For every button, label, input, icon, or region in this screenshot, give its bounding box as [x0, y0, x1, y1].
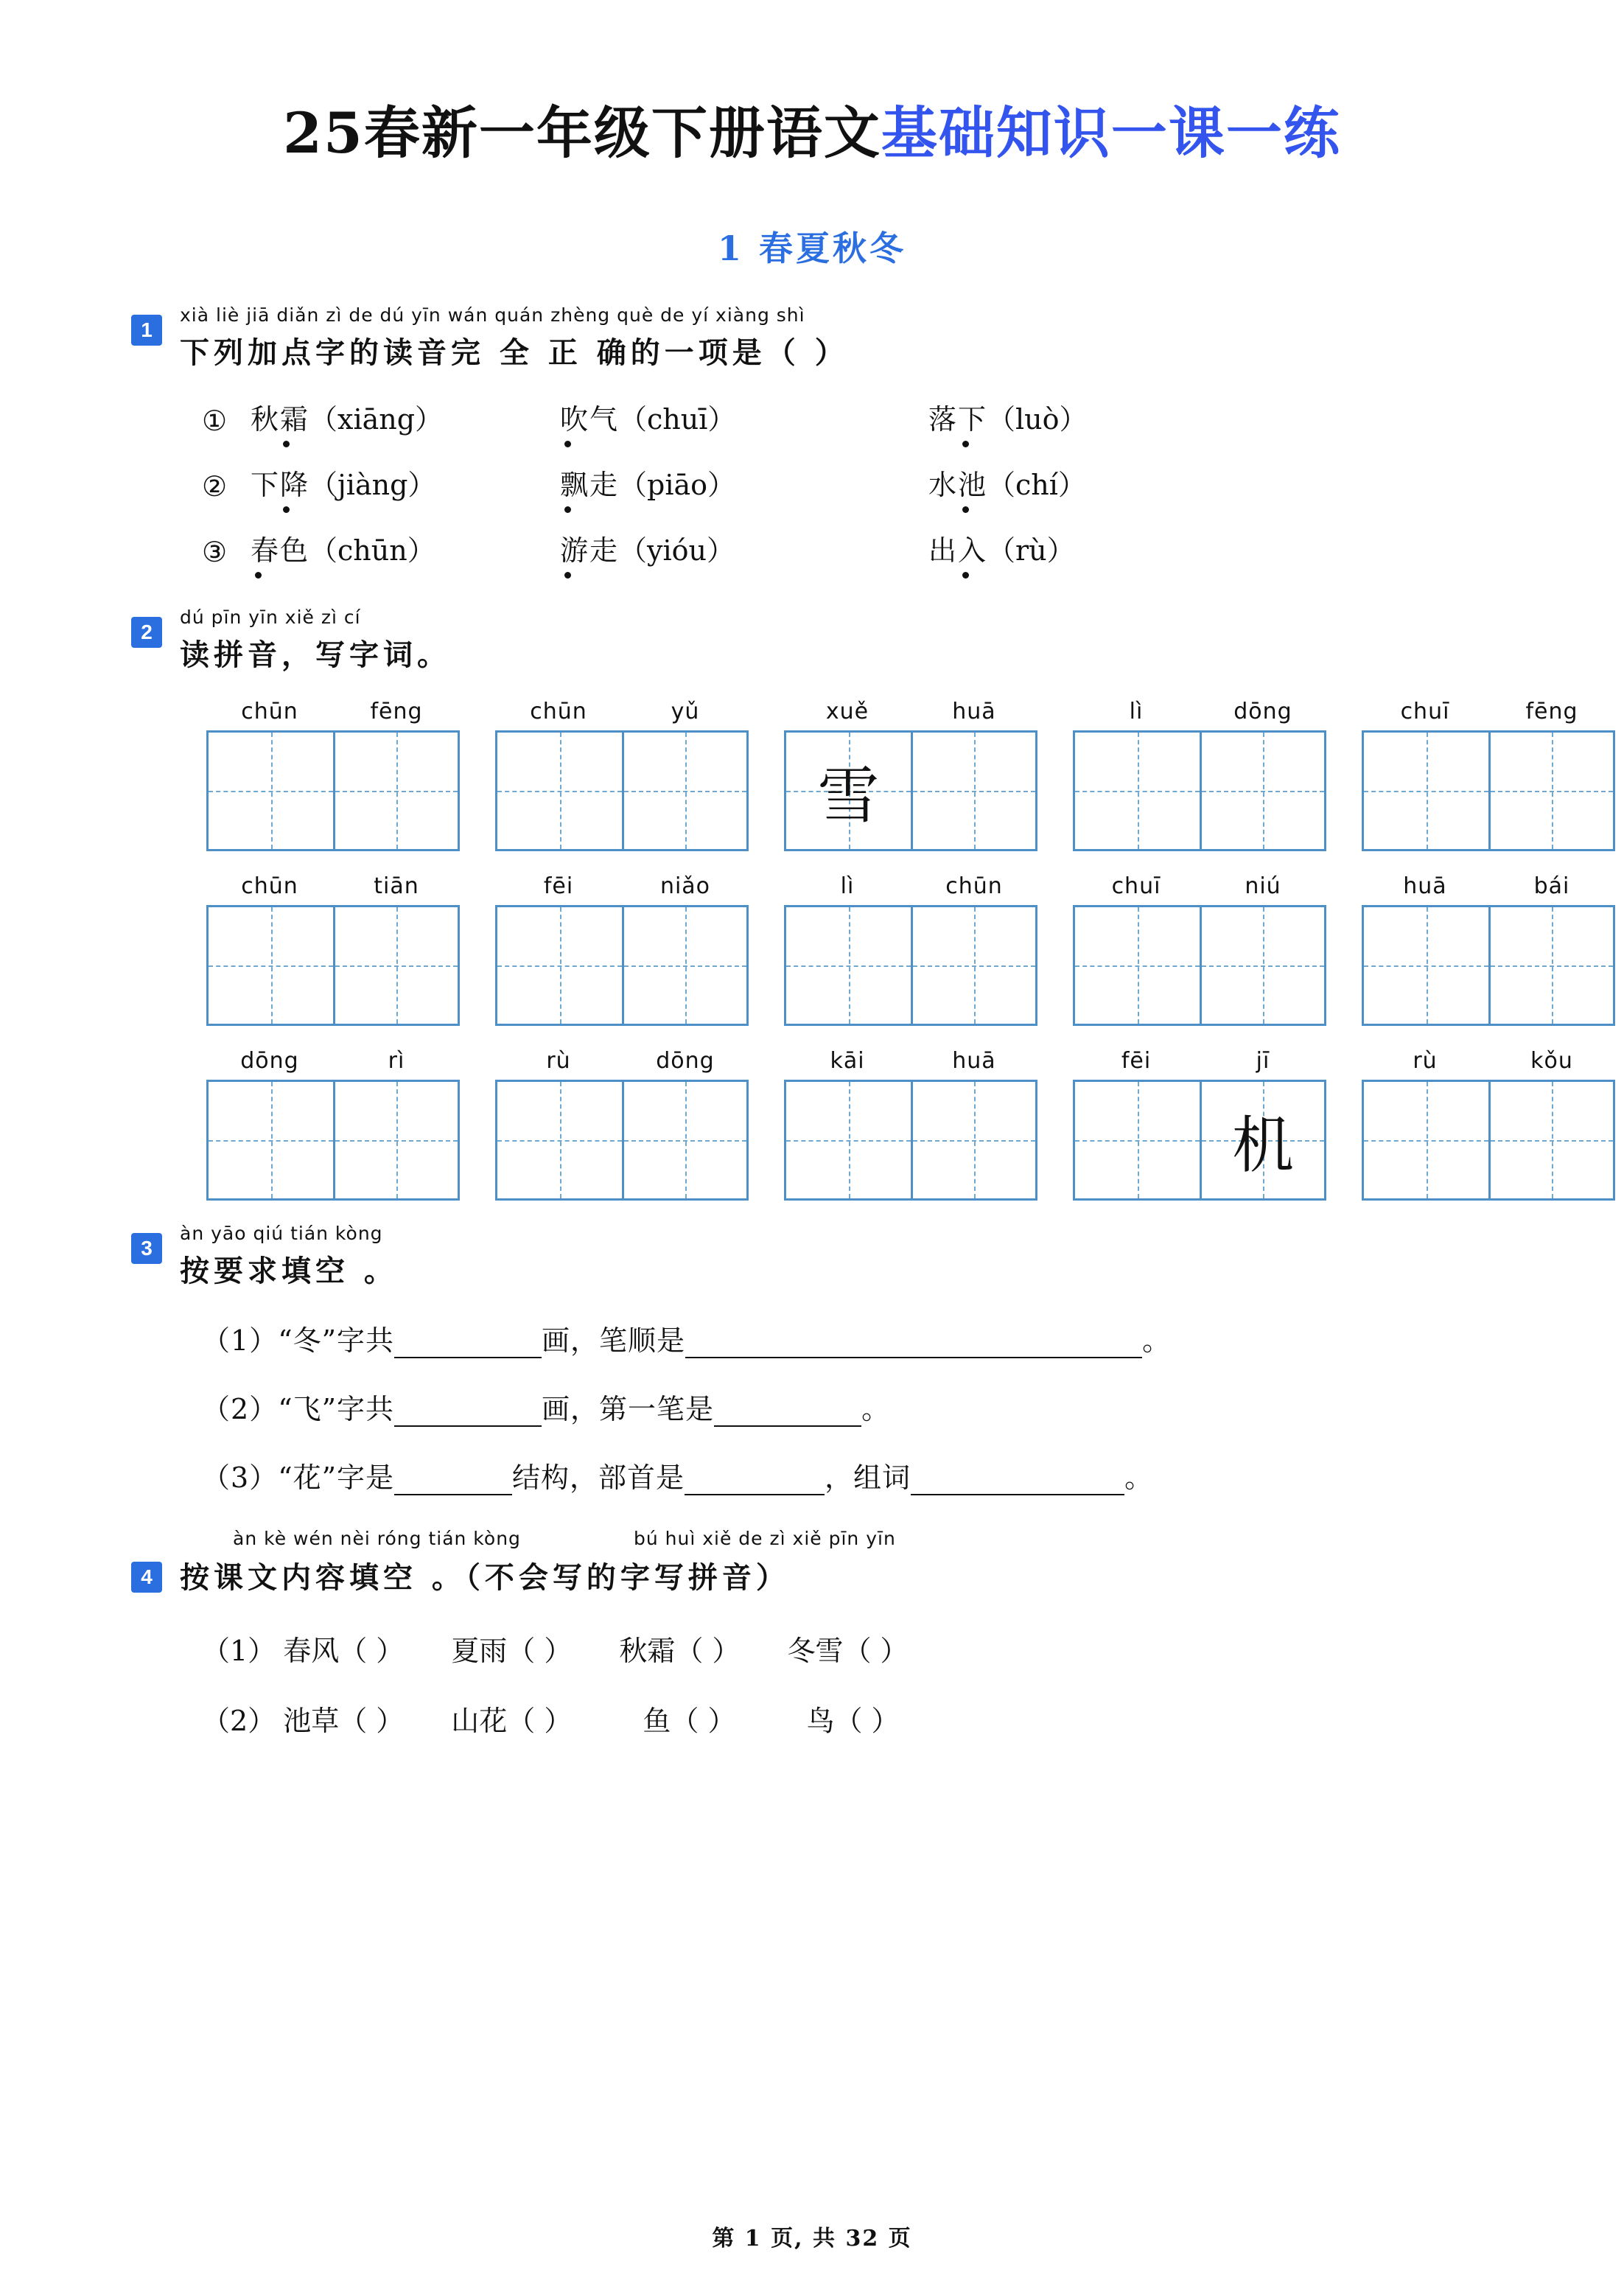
- tian-cell[interactable]: [786, 733, 911, 849]
- cell-char: [1364, 1082, 1488, 1198]
- tian-cell[interactable]: [209, 1082, 333, 1198]
- option-word: 水池: [928, 469, 988, 501]
- item-tail: 。: [861, 1393, 891, 1425]
- word-cell-group[interactable]: [495, 699, 749, 851]
- cell-boxes[interactable]: [1362, 905, 1615, 1026]
- cell-pinyin-1: fēi: [543, 873, 574, 899]
- question-2-head: [125, 607, 1499, 674]
- emphasis-dot: [962, 441, 969, 447]
- cell-pinyin-1: rù: [1413, 1048, 1438, 1074]
- cell-pinyin-2: huā: [952, 699, 996, 724]
- tian-cell[interactable]: [911, 1082, 1035, 1198]
- cell-pinyin-1: chūn: [241, 873, 298, 899]
- option-item: [251, 462, 560, 503]
- cell-pinyin-1: chuī: [1400, 699, 1450, 724]
- emphasis-dot: [564, 441, 571, 447]
- word-cell-group[interactable]: [1362, 1048, 1615, 1201]
- cell-pinyin: [1362, 699, 1615, 724]
- cell-pinyin: [1073, 699, 1326, 724]
- tian-cell[interactable]: [1200, 733, 1324, 849]
- q4-blank-item[interactable]: 秋霜（ ）: [619, 1635, 741, 1667]
- cell-pinyin-1: rù: [546, 1048, 571, 1074]
- word-cell-group[interactable]: [206, 699, 460, 851]
- cell-char: [913, 1082, 1035, 1198]
- question-4-pinyin-a: àn kè wén nèi róng tián kòng: [233, 1528, 521, 1549]
- fill-item-2: [125, 1386, 1499, 1427]
- question-3-number: 3: [131, 1233, 162, 1264]
- option-word: 飘走: [560, 469, 620, 501]
- tian-cell[interactable]: [333, 1082, 458, 1198]
- cell-boxes[interactable]: [1073, 730, 1326, 851]
- cell-pinyin: [495, 699, 749, 724]
- cell-pinyin-1: fēi: [1121, 1048, 1152, 1074]
- option-item: [928, 397, 1088, 437]
- cell-boxes[interactable]: [495, 905, 749, 1026]
- cell-pinyin-1: huā: [1403, 873, 1447, 899]
- option-item: [560, 528, 928, 568]
- tian-cell[interactable]: [1364, 907, 1488, 1024]
- emphasis-dot: [564, 506, 571, 513]
- cell-pinyin-2: jī: [1256, 1048, 1270, 1074]
- option-index: ①: [202, 405, 228, 437]
- option-word: 吹气: [560, 403, 620, 436]
- fill-item-1: [125, 1318, 1499, 1358]
- question-4-text: 按课文内容填空 。（不会写的字写拼音）: [180, 1560, 790, 1595]
- question-2-pinyin: dú pīn yīn xiě zì cí: [180, 607, 361, 628]
- cell-char: [786, 907, 911, 1024]
- option-pinyin: （chí）: [987, 469, 1086, 501]
- tian-cell[interactable]: [333, 907, 458, 1024]
- cell-boxes[interactable]: [1362, 1080, 1615, 1201]
- item-part2: 结构，部首是: [512, 1461, 685, 1494]
- question-3-pinyin: àn yāo qiú tián kòng: [180, 1223, 383, 1244]
- item-label: （2）: [202, 1393, 279, 1425]
- option-pinyin: （jiàng）: [309, 469, 436, 501]
- option-row-2: [125, 462, 1499, 503]
- cell-pinyin-1: lì: [1129, 699, 1144, 724]
- word-cell-group[interactable]: [495, 873, 749, 1026]
- q4-blank-item[interactable]: 山花（ ）: [451, 1705, 573, 1737]
- tian-cell[interactable]: [911, 733, 1035, 849]
- option-row-3: [125, 528, 1499, 568]
- emphasis-dot: [283, 441, 290, 447]
- cell-char: [335, 733, 458, 849]
- cell-pinyin: [1073, 873, 1326, 899]
- cell-char: [1364, 907, 1488, 1024]
- page-title-blue: 基础知识一课一练: [881, 100, 1341, 166]
- q4-blank-item[interactable]: 池草（ ）: [283, 1705, 405, 1737]
- question-4-pinyin-b: bú huì xiě de zì xiě pīn yīn: [634, 1528, 896, 1549]
- blank-line[interactable]: [394, 1396, 542, 1427]
- blank-line[interactable]: [911, 1464, 1124, 1495]
- option-pinyin: （chūn）: [309, 534, 435, 567]
- emphasis-dot: [255, 572, 262, 579]
- emphasis-dot: [962, 506, 969, 513]
- writing-grid: [125, 699, 1578, 1201]
- cell-char: [1075, 1082, 1200, 1198]
- item-part2: 画，笔顺是: [542, 1324, 686, 1357]
- cell-boxes[interactable]: [1073, 905, 1326, 1026]
- question-1-head: [125, 304, 1499, 371]
- cell-pinyin-2: niǎo: [659, 873, 711, 899]
- cell-pinyin: [495, 1048, 749, 1074]
- cell-boxes[interactable]: [206, 1080, 460, 1201]
- cell-pinyin: [206, 1048, 460, 1074]
- question-2-text: 读拼音，写字词。: [180, 638, 451, 672]
- cell-pinyin-1: dōng: [240, 1048, 299, 1074]
- cell-char: [913, 733, 1035, 849]
- option-index: ②: [202, 470, 228, 503]
- cell-pinyin-1: chuī: [1111, 873, 1161, 899]
- item-part1: “飞”字共: [278, 1393, 395, 1425]
- tian-cell[interactable]: [1075, 1082, 1200, 1198]
- cell-pinyin: [784, 873, 1037, 899]
- option-item: [928, 462, 1086, 503]
- cell-pinyin-2: fēng: [1525, 699, 1578, 724]
- cell-char: [335, 1082, 458, 1198]
- item-label: （1）: [202, 1324, 279, 1357]
- option-row-1: [125, 397, 1499, 437]
- tian-cell[interactable]: [1364, 1082, 1488, 1198]
- question-4: [125, 1528, 1499, 1739]
- tian-cell[interactable]: [497, 1082, 622, 1198]
- option-item: [251, 528, 560, 568]
- cell-boxes[interactable]: [784, 1080, 1037, 1201]
- cell-pinyin: [206, 699, 460, 724]
- cell-pinyin: [1073, 1048, 1326, 1074]
- cell-pinyin-2: yǔ: [671, 699, 700, 724]
- question-1-number: 1: [131, 315, 162, 346]
- blank-line[interactable]: [685, 1327, 1142, 1358]
- option-item: [251, 397, 560, 437]
- question-3-text: 按要求填空 。: [180, 1254, 398, 1288]
- cell-pinyin: [784, 1048, 1037, 1074]
- cell-char: [1491, 1082, 1613, 1198]
- option-pinyin: （luò）: [987, 403, 1088, 436]
- cell-char: [209, 907, 333, 1024]
- option-pinyin: （xiāng）: [309, 403, 444, 436]
- cell-pinyin-1: kāi: [830, 1048, 865, 1074]
- option-item: [928, 528, 1075, 568]
- tian-cell[interactable]: [786, 1082, 911, 1198]
- cell-char: [1364, 733, 1488, 849]
- item-tail: 。: [1142, 1324, 1172, 1357]
- cell-pinyin-2: rì: [388, 1048, 405, 1074]
- tian-cell[interactable]: [622, 1082, 746, 1198]
- cell-boxes[interactable]: [1362, 730, 1615, 851]
- option-pinyin: （chuī）: [619, 403, 736, 436]
- cell-pinyin: [206, 873, 460, 899]
- cell-pinyin-2: chūn: [945, 873, 1003, 899]
- item-label: （2）: [202, 1705, 276, 1737]
- emphasis-dot: [962, 572, 969, 579]
- cell-pinyin-2: huā: [952, 1048, 996, 1074]
- lesson-title: 1 春夏秋冬: [717, 228, 907, 268]
- cell-pinyin: [495, 873, 749, 899]
- q4-blank-item[interactable]: 春风（ ）: [283, 1635, 405, 1667]
- page-footer: 第 1 页, 共 32 页: [712, 2226, 912, 2252]
- cell-boxes[interactable]: [206, 905, 460, 1026]
- cell-boxes[interactable]: [784, 730, 1037, 851]
- word-cell-group[interactable]: [206, 1048, 460, 1201]
- option-pinyin: （rù）: [987, 534, 1075, 567]
- q4-row-1: [125, 1628, 1499, 1669]
- cell-char: [497, 733, 622, 849]
- cell-boxes[interactable]: [784, 905, 1037, 1026]
- tian-cell[interactable]: [1075, 733, 1200, 849]
- cell-char: [1075, 907, 1200, 1024]
- cell-char: [1202, 907, 1324, 1024]
- q4-blank-item[interactable]: 冬雪（ ）: [787, 1635, 909, 1667]
- cell-char: [497, 1082, 622, 1198]
- option-word: 游走: [560, 534, 620, 567]
- tian-cell[interactable]: [1488, 907, 1613, 1024]
- word-cell-group[interactable]: [784, 699, 1037, 851]
- cell-char: [624, 907, 746, 1024]
- cell-char: [913, 907, 1035, 1024]
- option-word: 秋霜: [251, 403, 310, 436]
- blank-line[interactable]: [394, 1327, 542, 1358]
- cell-pinyin: [1362, 1048, 1615, 1074]
- option-word: 出入: [928, 534, 988, 567]
- tian-cell[interactable]: [1488, 1082, 1613, 1198]
- cell-char: [335, 907, 458, 1024]
- word-cell-group[interactable]: [1362, 873, 1615, 1026]
- cell-char: [497, 907, 622, 1024]
- item-label: （1）: [202, 1635, 276, 1667]
- option-word: 下降: [251, 469, 310, 501]
- fill-item-3: [125, 1455, 1499, 1495]
- question-4-head: [125, 1528, 1499, 1599]
- q4-blank-item[interactable]: 鸟（ ）: [806, 1705, 900, 1737]
- cell-pinyin: [784, 699, 1037, 724]
- item-part1: “花”字是: [278, 1461, 395, 1494]
- cell-pinyin-2: niú: [1245, 873, 1281, 899]
- cell-char: 雪: [817, 759, 880, 832]
- question-1-text: 下列加点字的读音完 全 正 确的一项是（ ）: [180, 335, 849, 370]
- cell-pinyin-1: xuě: [825, 699, 869, 724]
- cell-pinyin-2: tiān: [374, 873, 419, 899]
- word-cell-group[interactable]: [1073, 873, 1326, 1026]
- option-pinyin: （piāo）: [619, 469, 736, 501]
- cell-pinyin-1: lì: [840, 873, 855, 899]
- cell-boxes[interactable]: [495, 730, 749, 851]
- q4-row-2: [125, 1698, 1499, 1739]
- tian-cell[interactable]: [911, 907, 1035, 1024]
- word-cell-group[interactable]: [784, 1048, 1037, 1201]
- option-word: 春色: [251, 534, 310, 567]
- item-part2: 画，第一笔是: [542, 1393, 715, 1425]
- tian-cell[interactable]: [209, 733, 333, 849]
- tian-cell[interactable]: [1075, 907, 1200, 1024]
- word-cell-group[interactable]: [495, 1048, 749, 1201]
- blank-line[interactable]: [394, 1464, 512, 1495]
- word-cell-group[interactable]: [1073, 1048, 1326, 1201]
- question-3: [125, 1223, 1499, 1495]
- tian-cell[interactable]: [1488, 733, 1613, 849]
- tian-cell[interactable]: [622, 907, 746, 1024]
- word-cell-group[interactable]: [1073, 699, 1326, 851]
- word-cell-group[interactable]: [1362, 699, 1615, 851]
- tian-cell[interactable]: [497, 733, 622, 849]
- cell-pinyin-2: fēng: [370, 699, 423, 724]
- cell-pinyin-1: chūn: [241, 699, 298, 724]
- cell-char: [1075, 733, 1200, 849]
- grid-row: [206, 1048, 1573, 1201]
- page-title: [125, 0, 1499, 169]
- cell-pinyin-2: dōng: [1233, 699, 1292, 724]
- cell-pinyin: [1362, 873, 1615, 899]
- question-1: [125, 304, 1499, 568]
- cell-pinyin-2: bái: [1533, 873, 1570, 899]
- word-cell-group[interactable]: [206, 873, 460, 1026]
- tian-cell[interactable]: [1364, 733, 1488, 849]
- cell-boxes[interactable]: [206, 730, 460, 851]
- cell-pinyin-1: chūn: [530, 699, 587, 724]
- q4-blank-item[interactable]: 夏雨（ ）: [451, 1635, 573, 1667]
- item-part1: “冬”字共: [278, 1324, 395, 1357]
- option-item: [560, 462, 928, 503]
- option-pinyin: （yióu）: [619, 534, 735, 567]
- cell-char: [1491, 907, 1613, 1024]
- item-tail: 。: [1124, 1461, 1154, 1494]
- tian-cell[interactable]: [622, 733, 746, 849]
- item-label: （3）: [202, 1461, 279, 1494]
- cell-pinyin-2: dōng: [656, 1048, 715, 1074]
- q4-blank-item[interactable]: 鱼（ ）: [643, 1705, 736, 1737]
- blank-line[interactable]: [685, 1464, 825, 1495]
- cell-boxes[interactable]: [495, 1080, 749, 1201]
- question-3-head: [125, 1223, 1499, 1290]
- tian-cell[interactable]: [333, 733, 458, 849]
- emphasis-dot: [283, 506, 290, 513]
- emphasis-dot: [564, 572, 571, 579]
- tian-cell[interactable]: [786, 907, 911, 1024]
- question-1-pinyin: xià liè jiā diǎn zì de dú yīn wán quán zhèng què de yí xiàng shì: [180, 304, 805, 326]
- grid-row: [206, 699, 1578, 851]
- cell-char: [1202, 733, 1324, 849]
- word-cell-group[interactable]: [784, 873, 1037, 1026]
- cell-char: [786, 1082, 911, 1198]
- cell-boxes[interactable]: [1073, 1080, 1326, 1201]
- cell-pinyin-2: kǒu: [1530, 1048, 1573, 1074]
- grid-row: [206, 873, 1570, 1026]
- blank-line[interactable]: [714, 1396, 861, 1427]
- cell-char: 机: [1231, 1108, 1294, 1181]
- item-part3: ，组词: [825, 1461, 911, 1494]
- cell-char: [624, 1082, 746, 1198]
- question-2-number: 2: [131, 617, 162, 648]
- option-item: [560, 397, 928, 437]
- question-2: [125, 607, 1578, 1201]
- question-4-number: 4: [131, 1562, 162, 1593]
- cell-char: [624, 733, 746, 849]
- tian-cell[interactable]: [1200, 907, 1324, 1024]
- cell-char: [209, 733, 333, 849]
- tian-cell[interactable]: [497, 907, 622, 1024]
- option-word: 落下: [928, 403, 988, 436]
- tian-cell[interactable]: [209, 907, 333, 1024]
- option-index: ③: [202, 536, 228, 568]
- cell-char: [209, 1082, 333, 1198]
- page-title-black: 25春新一年级下册语文: [283, 100, 881, 166]
- tian-cell[interactable]: [1200, 1082, 1324, 1198]
- cell-char: [1491, 733, 1613, 849]
